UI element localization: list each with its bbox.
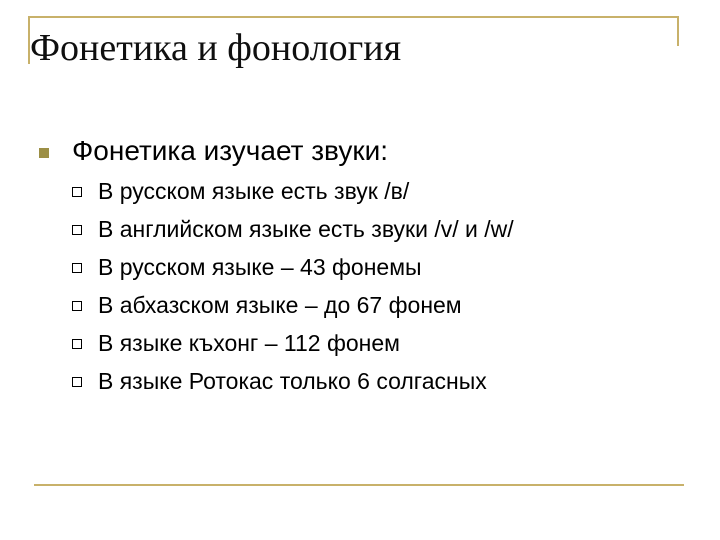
list-item bbox=[70, 210, 514, 248]
list-item bbox=[70, 362, 514, 400]
list-item bbox=[70, 286, 514, 324]
checkbox-bullet-icon bbox=[72, 377, 82, 387]
checkbox-bullet-icon bbox=[72, 225, 82, 235]
list-item bbox=[70, 324, 514, 362]
list-item-text: В абхазском языке – до 67 фонем bbox=[98, 292, 462, 318]
list-item-text: В английском языке есть звуки /v/ и /w/ bbox=[98, 216, 514, 242]
list-item-text: В языке Ротокас только 6 солгасных bbox=[98, 368, 487, 394]
square-bullet-icon bbox=[39, 148, 49, 158]
bottom-divider bbox=[34, 484, 684, 486]
sub-point-list bbox=[70, 172, 514, 400]
slide-frame-top bbox=[28, 16, 678, 18]
checkbox-bullet-icon bbox=[72, 301, 82, 311]
list-item-text: В русском языке – 43 фонемы bbox=[98, 254, 422, 280]
checkbox-bullet-icon bbox=[72, 263, 82, 273]
main-point-text: Фонетика изучает звуки: bbox=[72, 135, 388, 166]
list-item bbox=[70, 172, 514, 210]
slide-title: Фонетика и фонология bbox=[30, 27, 402, 69]
list-item bbox=[70, 248, 514, 286]
slide-frame-right bbox=[677, 16, 679, 46]
checkbox-bullet-icon bbox=[72, 187, 82, 197]
list-item-text: В языке къхонг – 112 фонем bbox=[98, 330, 400, 356]
list-item-text: В русском языке есть звук /в/ bbox=[98, 178, 410, 204]
checkbox-bullet-icon bbox=[72, 339, 82, 349]
